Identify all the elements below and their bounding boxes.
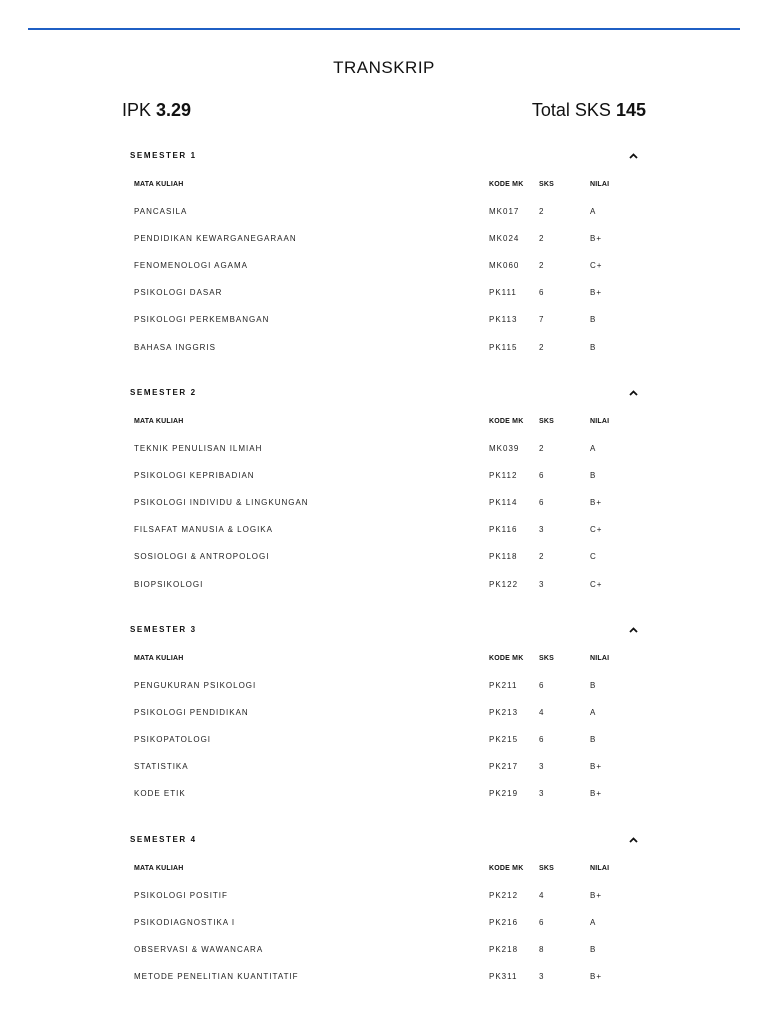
course-sks: 2 [539,234,545,244]
semester-title: SEMESTER 3 [130,625,197,634]
course-row [130,498,640,510]
column-header-sks: SKS [539,655,554,662]
course-code: PK311 [489,972,518,982]
ipk-label: IPK [122,100,152,120]
page-title: TRANSKRIP [333,58,435,77]
column-header-course: MATA KULIAH [134,655,184,662]
chevron-up-icon[interactable] [629,837,638,843]
column-header-grade: NILAI [590,181,610,188]
course-code: PK211 [489,681,518,690]
course-name: BIOPSIKOLOGI [134,579,204,589]
column-header-course: MATA KULIAH [134,418,184,425]
course-code: PK111 [489,288,517,298]
course-code: MK060 [489,261,520,271]
course-sks: 3 [539,579,545,589]
course-code: PK112 [489,471,518,481]
course-sks: 3 [539,789,545,799]
course-sks: 4 [539,891,545,900]
course-name: TEKNIK PENULISAN ILMIAH [134,444,263,453]
semester-header[interactable] [130,151,640,165]
course-code: PK115 [489,342,518,352]
course-code: PK116 [489,525,518,535]
course-sks: 6 [539,735,545,745]
course-name: PANCASILA [134,207,188,216]
course-sks: 8 [539,945,545,955]
column-header-code: KODE MK [489,418,524,425]
course-code: PK213 [489,708,519,718]
semester-header[interactable] [130,625,640,639]
column-header-grade: NILAI [590,418,610,425]
column-header-sks: SKS [539,865,554,872]
course-row [130,343,640,355]
course-code: MK024 [489,234,520,244]
course-sks: 6 [539,288,545,298]
column-header-course: MATA KULIAH [134,181,184,188]
chevron-up-icon[interactable] [629,627,638,633]
course-row [130,918,640,930]
course-sks: 7 [539,315,545,325]
course-grade: C [590,552,597,562]
column-header-course: MATA KULIAH [134,865,184,872]
course-name: STATISTIKA [134,762,189,772]
course-name: BAHASA INGGRIS [134,342,217,352]
course-code: PK219 [489,789,519,799]
table-header-row [130,655,640,667]
semester-header[interactable] [130,388,640,402]
course-sks: 2 [539,444,545,453]
course-name: PSIKODIAGNOSTIKA I [134,918,236,928]
course-name: PSIKOLOGI INDIVIDU & LINGKUNGAN [134,498,309,508]
semester-section [130,625,640,817]
course-row [130,580,640,592]
course-sks: 2 [539,342,545,352]
course-name: PSIKOPATOLOGI [134,735,212,745]
course-grade: B+ [590,288,603,298]
course-row [130,207,640,219]
course-grade: A [590,444,597,453]
column-header-code: KODE MK [489,655,524,662]
course-row [130,525,640,537]
course-code: PK113 [489,315,518,325]
course-row [130,735,640,747]
course-row [130,471,640,483]
course-name: FILSAFAT MANUSIA & LOGIKA [134,525,273,535]
course-sks: 6 [539,498,545,508]
course-grade: C+ [590,525,603,535]
chevron-up-icon[interactable] [629,390,638,396]
course-grade: A [590,918,597,928]
course-grade: B+ [590,234,603,244]
course-sks: 3 [539,525,545,535]
semester-section [130,151,640,370]
course-grade: B+ [590,972,603,982]
course-row [130,315,640,327]
course-code: PK212 [489,891,519,900]
course-name: PSIKOLOGI KEPRIBADIAN [134,471,255,481]
transcript-summary [122,100,646,126]
course-code: MK017 [489,207,520,216]
semester-header[interactable] [130,835,640,849]
column-header-sks: SKS [539,418,554,425]
ipk-summary [122,100,191,121]
column-header-grade: NILAI [590,865,610,872]
course-grade: B+ [590,762,603,772]
course-sks: 2 [539,552,545,562]
course-sks: 2 [539,207,545,216]
course-grade: B+ [590,498,603,508]
course-grade: B [590,681,597,690]
total-sks-label: Total SKS [531,100,611,120]
semester-title: SEMESTER 4 [130,835,197,844]
course-name: PSIKOLOGI PENDIDIKAN [134,708,249,718]
column-header-code: KODE MK [489,865,524,872]
course-name: FENOMENOLOGI AGAMA [134,261,249,271]
total-sks-value: 145 [615,100,646,120]
course-row [130,234,640,246]
course-name: PSIKOLOGI POSITIF [134,891,228,900]
course-sks: 3 [539,762,545,772]
course-row [130,681,640,693]
course-row [130,708,640,720]
course-name: SOSIOLOGI & ANTROPOLOGI [134,552,270,562]
table-header-row [130,865,640,877]
course-grade: B [590,735,597,745]
course-grade: C+ [590,261,603,271]
course-code: MK039 [489,444,520,453]
course-grade: B [590,945,597,955]
course-grade: B [590,342,597,352]
total-sks-summary [532,100,646,121]
course-grade: B+ [590,789,603,799]
course-sks: 6 [539,681,545,690]
course-row [130,972,640,984]
course-grade: C+ [590,579,603,589]
column-header-grade: NILAI [590,655,610,662]
course-sks: 6 [539,918,545,928]
semester-title: SEMESTER 1 [130,151,197,160]
course-sks: 4 [539,708,545,718]
semester-section [130,388,640,607]
course-name: OBSERVASI & WAWANCARA [134,945,264,955]
course-row [130,945,640,957]
course-name: KODE ETIK [134,789,186,799]
course-row [130,789,640,801]
course-sks: 2 [539,261,545,271]
course-sks: 3 [539,972,545,982]
course-name: PSIKOLOGI DASAR [134,288,223,298]
table-header-row [130,181,640,193]
course-row [130,552,640,564]
course-code: PK215 [489,735,519,745]
header-divider [28,28,740,30]
course-code: PK217 [489,762,519,772]
course-sks: 6 [539,471,545,481]
course-name: PENGUKURAN PSIKOLOGI [134,681,257,690]
semester-section [130,835,640,999]
semester-title: SEMESTER 2 [130,388,197,397]
course-code: PK122 [489,579,519,589]
course-name: PENDIDIKAN KEWARGANEGARAAN [134,234,297,244]
course-name: METODE PENELITIAN KUANTITATIF [134,972,299,982]
chevron-up-icon[interactable] [629,153,638,159]
course-row [130,891,640,903]
course-row [130,444,640,456]
column-header-code: KODE MK [489,181,524,188]
course-name: PSIKOLOGI PERKEMBANGAN [134,315,270,325]
course-grade: A [590,207,597,216]
course-code: PK216 [489,918,519,928]
table-header-row [130,418,640,430]
column-header-sks: SKS [539,181,554,188]
course-grade: A [590,708,597,718]
course-code: PK118 [489,552,518,562]
course-row [130,261,640,273]
course-row [130,762,640,774]
course-grade: B [590,315,597,325]
course-grade: B+ [590,891,603,900]
course-row [130,288,640,300]
ipk-value: 3.29 [156,100,192,120]
course-code: PK218 [489,945,519,955]
course-grade: B [590,471,597,481]
course-code: PK114 [489,498,518,508]
